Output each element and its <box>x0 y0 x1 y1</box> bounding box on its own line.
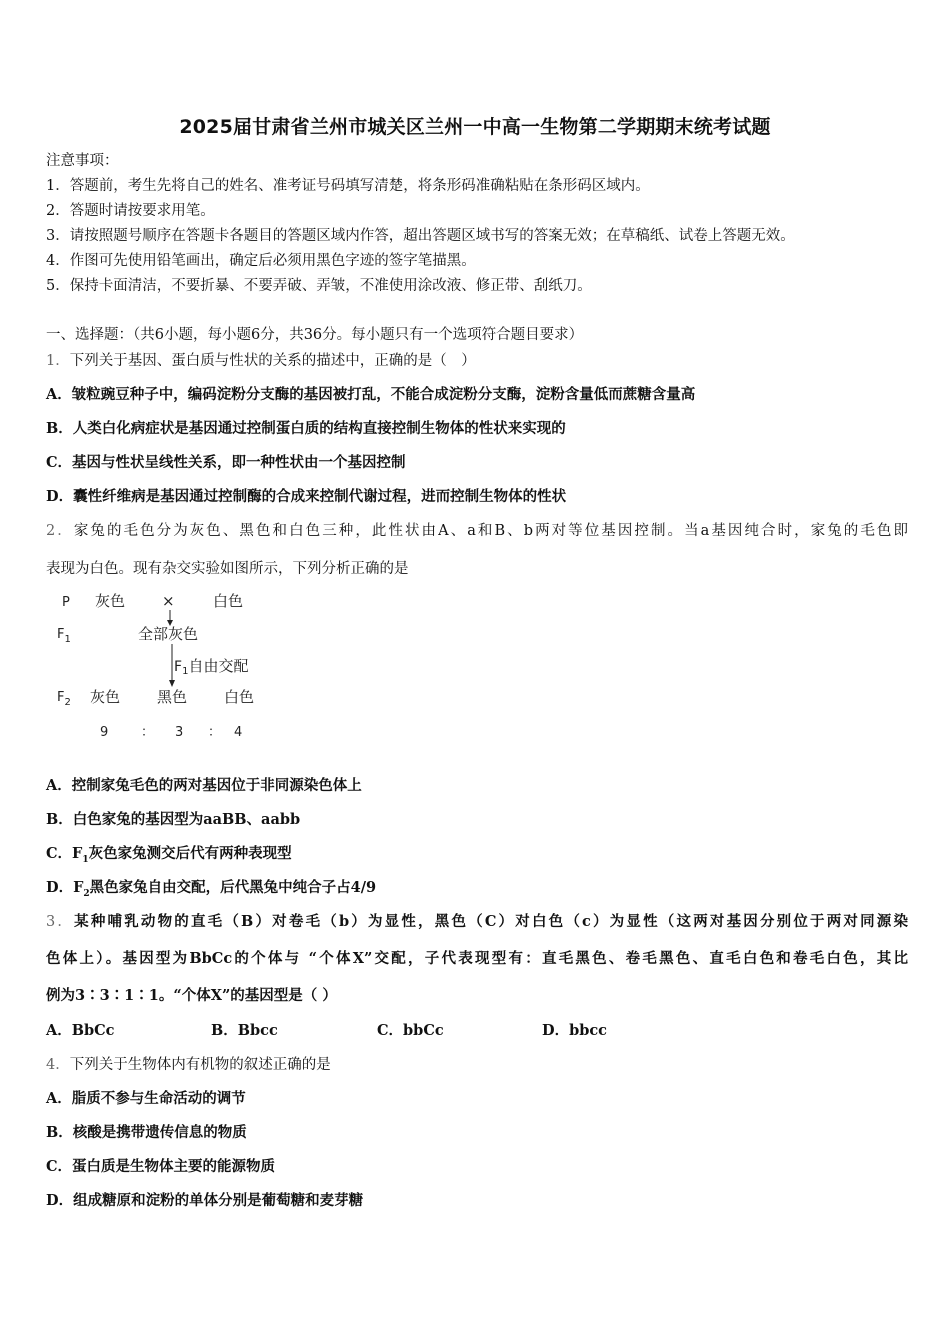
f2-phenotype-white: 白色 <box>224 688 255 706</box>
ratio-colon: ： <box>141 725 155 740</box>
arrow-subscript: 1 <box>182 666 189 677</box>
q4-option-a: A．脂质不参与生命活动的调节 <box>46 1090 246 1107</box>
q1-option-d: D．囊性纤维病是基因通过控制酶的合成来控制代谢过程，进而控制生物体的性状 <box>46 488 567 505</box>
q3-option-b: B．Bbcc <box>211 1022 278 1039</box>
arrow-label <box>174 657 248 677</box>
q3-option-a: A．BbCc <box>46 1022 115 1039</box>
question-number: 1． <box>46 353 70 369</box>
f2-phenotype-black: 黑色 <box>157 688 188 706</box>
arrow-letter: F <box>174 659 183 675</box>
q3-options-row <box>46 1021 908 1041</box>
p-right-phenotype: 白色 <box>213 592 244 610</box>
question-3 <box>46 912 908 932</box>
f1-phenotype: 全部灰色 <box>138 625 199 643</box>
question-stem-line: 某种哺乳动物的直毛（B）对卷毛（b）为显性，黑色（C）对白色（c）为显性（这两对基因分别位于两对同源染 <box>74 913 908 930</box>
p-left-phenotype: 灰色 <box>95 592 126 610</box>
f2-letter: F <box>57 690 65 705</box>
page-title: 2025届甘肃省兰州市城关区兰州一中高一生物第二学期期末统考试题 <box>179 116 771 138</box>
question-stem: 下列关于生物体内有机物的叙述正确的是 <box>69 1057 331 1073</box>
f1-subscript: 1 <box>64 634 71 645</box>
notice-item: 2．答题时请按要求用笔。 <box>46 203 215 219</box>
option-prefix: C．F <box>46 845 83 862</box>
q1-option-b: B．人类白化病症状是基因通过控制蛋白质的结构直接控制生物体的性状来实现的 <box>46 420 566 437</box>
question-3-line-2 <box>46 949 908 969</box>
option-text: 黑色家兔自由交配，后代黑兔中纯合子占4/9 <box>89 879 377 896</box>
q3-option-c: C．bbCc <box>377 1022 444 1039</box>
q4-option-c: C．蛋白质是生物体主要的能源物质 <box>46 1158 276 1175</box>
question-number: 4． <box>46 1057 70 1073</box>
f2-subscript: 2 <box>64 697 71 708</box>
arrow-text: 自由交配 <box>188 657 249 675</box>
notice-item: 5．保持卡面清洁，不要折暴、不要弄破、弄皱，不准使用涂改液、修正带、刮纸刀。 <box>46 278 592 294</box>
p-label: P <box>62 595 70 610</box>
notice-item: 3．请按照题号顺序在答题卡各题目的答题区域内作答，超出答题区域书写的答案无效；在草稿纸、试卷上答题无效。 <box>46 228 795 244</box>
f2-label <box>57 690 71 708</box>
notice-item: 4．作图可先使用铅笔画出，确定后必须用黑色字迹的签字笔描黑。 <box>46 253 476 269</box>
question-stem: 下列关于基因、蛋白质与性状的关系的描述中，正确的是（ ） <box>69 353 476 369</box>
notice-heading: 注意事项： <box>46 153 119 169</box>
option-prefix: D．F <box>46 879 84 896</box>
cross-symbol: × <box>162 592 175 610</box>
q2-option-b: B．白色家兔的基因型为aaBB、aabb <box>46 811 301 828</box>
ratio-value: 9 <box>100 725 109 740</box>
question-number: 2． <box>46 523 74 539</box>
q4-option-b: B．核酸是携带遗传信息的物质 <box>46 1124 247 1141</box>
ratio-value: 4 <box>234 725 243 740</box>
question-stem-line: 家兔的毛色分为灰色、黑色和白色三种，此性状由A、a和B、b两对等位基因控制。当a基因纯合时，家兔的毛色即 <box>73 523 908 539</box>
f1-letter: F <box>57 627 65 642</box>
question-stem-line: 色体上）。基因型为BbCc的个体与 “个体X”交配，子代表现型有：直毛黑色、卷毛黑色、直毛白色和卷毛白色，其比 <box>46 950 908 967</box>
question-number: 3． <box>46 914 75 930</box>
option-text: 灰色家兔测交后代有两种表现型 <box>88 845 292 862</box>
section-heading: 一、选择题：（共6小题，每小题6分，共36分。每小题只有一个选项符合题目要求） <box>46 327 584 343</box>
f2-phenotype-gray: 灰色 <box>90 688 121 706</box>
q2-option-c <box>46 844 292 870</box>
cross-diagram <box>50 588 280 748</box>
q1-option-a: A．皱粒豌豆种子中，编码淀粉分支酶的基因被打乱，不能合成淀粉分支酶，淀粉含量低而蔗糖含量高 <box>46 386 696 403</box>
question-stem-line: 例为3∶3∶1∶1。“个体X”的基因型是（ ） <box>46 987 337 1004</box>
question-stem-line: 表现为白色。现有杂交实验如图所示，下列分析正确的是 <box>46 561 409 577</box>
arrow-head <box>169 680 175 687</box>
q2-option-a: A．控制家兔毛色的两对基因位于非同源染色体上 <box>46 777 362 794</box>
f1-label <box>57 627 71 645</box>
q4-option-d: D．组成糖原和淀粉的单体分别是葡萄糖和麦芽糖 <box>46 1192 364 1209</box>
question-2 <box>46 521 908 541</box>
q1-option-c: C．基因与性状呈线性关系，即一种性状由一个基因控制 <box>46 454 406 471</box>
ratio-value: 3 <box>175 725 184 740</box>
q3-option-d: D．bbcc <box>542 1022 608 1039</box>
option-subscript: 2 <box>83 888 90 899</box>
question-1 <box>46 351 476 371</box>
q2-option-d <box>46 878 376 904</box>
question-4 <box>46 1055 331 1075</box>
option-subscript: 1 <box>82 854 89 865</box>
notice-item: 1．答题前，考生先将自己的姓名、准考证号码填写清楚，将条形码准确粘贴在条形码区域内。 <box>46 178 650 194</box>
ratio-colon: ： <box>208 725 222 740</box>
